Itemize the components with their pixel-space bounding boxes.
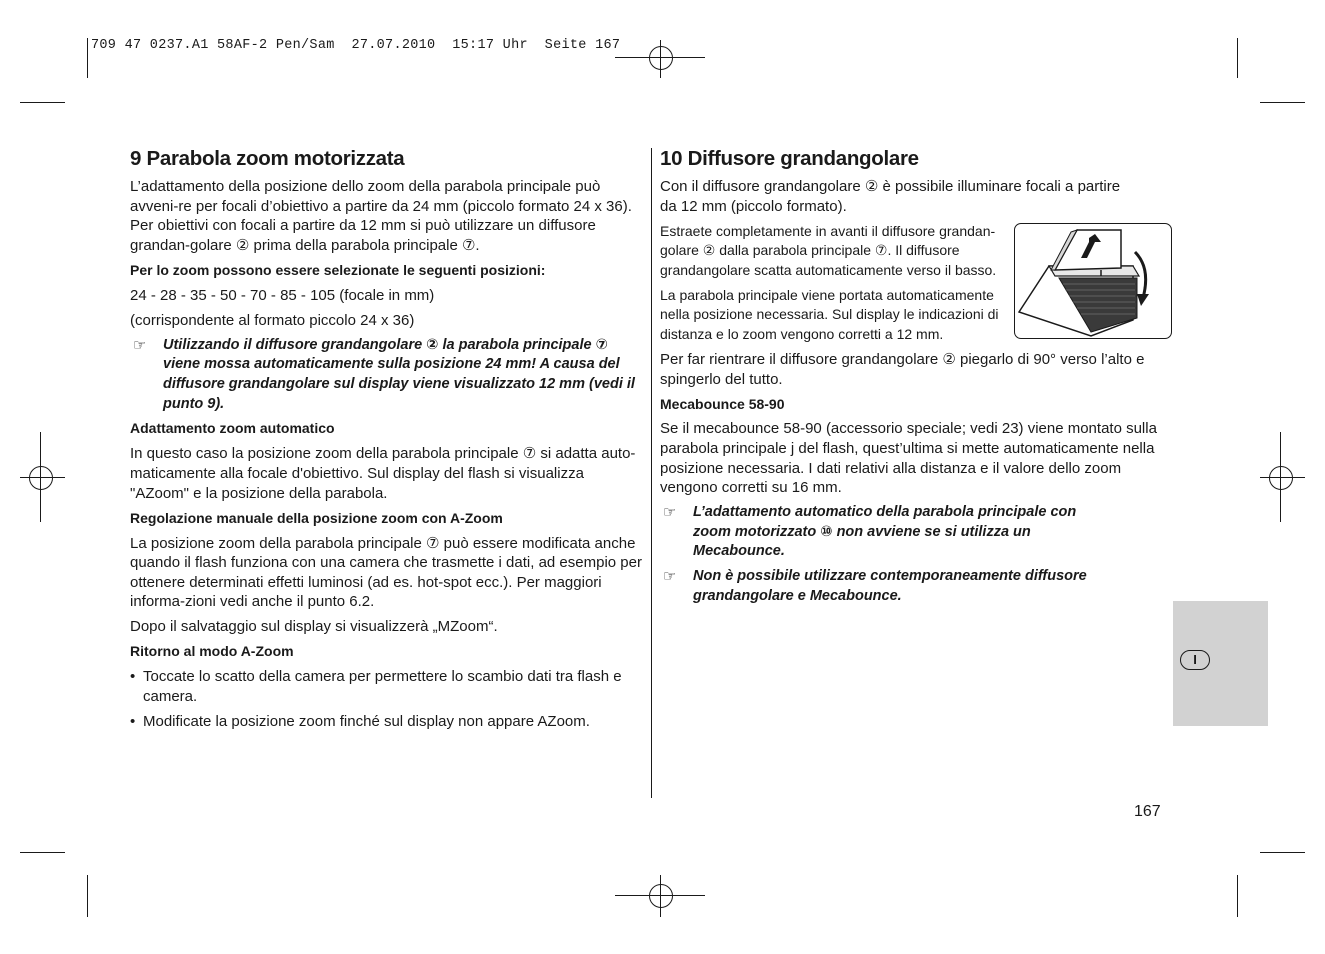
- note: [130, 336, 642, 414]
- registration-line: [1280, 432, 1281, 522]
- registration-line: [660, 875, 661, 917]
- paragraph: Se il mecabounce 58-90 (accessorio speciale; vedi 23) viene montato sulla parabola principale j del flash, quest’ultima si mette automaticamente nella posizione necessaria. I dati relativi alla distanza e il valore dello zoom vengono corretti su 16 mm.: [660, 420, 1157, 497]
- list-item-text: Toccate lo scatto della camera per permettere lo scambio dati tra flash e camera.: [143, 668, 622, 705]
- bullet-icon: •: [130, 668, 136, 686]
- right-column: [660, 147, 1172, 612]
- list-item: [130, 712, 642, 732]
- registration-line: [1260, 477, 1305, 478]
- language-badge: I: [1180, 650, 1210, 670]
- registration-mark: [1269, 466, 1293, 490]
- crop-mark: [87, 38, 88, 78]
- registration-line: [40, 432, 41, 522]
- subheading: Ritorno al modo A-Zoom: [130, 643, 294, 660]
- paragraph: Dopo il salvataggio sul display si visualizzerà „MZoom“.: [130, 618, 498, 636]
- print-header: 709 47 0237.A1 58AF-2 Pen/Sam 27.07.2010 15:17 Uhr Seite 167: [91, 38, 621, 53]
- section-title: 9 Parabola zoom motorizzata: [130, 147, 405, 170]
- paragraph: La posizione zoom della parabola principale ⑦ può essere modificata anche quando il flash funziona con una camera che trasmette i dati, ad esempio per ottenere determinati effetti luminosi (ad es. hot-spot ecc.). Per maggiori informa-zioni vedi anche il punto 6.2.: [130, 534, 642, 611]
- crop-mark: [1237, 38, 1238, 78]
- registration-mark: [649, 884, 673, 908]
- pointing-hand-icon: ☞: [663, 504, 677, 522]
- paragraph: Estraete completamente in avanti il diffusore grandan-golare ② dalla parabola principale ⑦. Il diffusore grandangolare scatta automaticamente verso il basso.: [660, 222, 997, 278]
- note-text: Non è possibile utilizzare contemporaneamente diffusore grandangolare e Mecabounce.: [693, 568, 1087, 605]
- subheading: Regolazione manuale della posizione zoom con A-Zoom: [130, 509, 503, 526]
- note-text: L’adattamento automatico della parabola principale con zoom motorizzato ⑩ non avviene se si utilizza un Mecabounce.: [693, 504, 1077, 560]
- registration-mark: [649, 46, 673, 70]
- crop-mark: [20, 102, 65, 103]
- paragraph: In questo caso la posizione zoom della parabola principale ⑦ si adatta auto-maticamente alla focale d'obiettivo. Sul display del flash si visualizza "AZoom" e la posizione della parabola.: [130, 445, 636, 502]
- page-number: 167: [1134, 803, 1161, 820]
- pointing-hand-icon: ☞: [663, 568, 677, 586]
- bullet-icon: •: [130, 712, 136, 730]
- note-text: Utilizzando il diffusore grandangolare ② la parabola principale ⑦ viene mossa automaticamente sulla posizione 24 mm! A causa del diffusore grandangolare sul display viene visualizzato 12 mm (vedi il punto 9).: [163, 336, 635, 412]
- crop-mark: [1237, 875, 1238, 917]
- crop-mark: [87, 875, 88, 917]
- note: [660, 567, 1113, 606]
- list-item: [130, 667, 642, 706]
- flash-diffuser-illustration: [1014, 223, 1172, 339]
- pointing-hand-icon: ☞: [133, 336, 147, 354]
- crop-mark: [1260, 102, 1305, 103]
- flash-head-drawing: [1015, 224, 1172, 339]
- registration-line: [20, 477, 65, 478]
- section-title: 10 Diffusore grandangolare: [660, 147, 919, 170]
- paragraph: Con il diffusore grandangolare ② è possibile illuminare focali a partire da 12 mm (piccolo formato).: [660, 178, 1121, 215]
- paragraph: L’adattamento della posizione dello zoom della parabola principale può avveni-re per focali d’obiettivo a partire da 24 mm (piccolo formato 24 x 36). Per obiettivi con focali a partire da 12 mm si può utilizzare un diffusore grandan-golare ② prima della parabola principale ⑦.: [130, 178, 632, 254]
- registration-mark: [29, 466, 53, 490]
- subheading: Per lo zoom possono essere selezionate le seguenti posizioni:: [130, 261, 546, 278]
- column-divider: [651, 148, 652, 798]
- crop-mark: [1260, 852, 1305, 853]
- subheading: Mecabounce 58-90: [660, 395, 785, 412]
- left-column: [130, 147, 642, 737]
- list-item-text: Modificate la posizione zoom finché sul display non appare AZoom.: [143, 712, 590, 730]
- registration-line: [660, 40, 661, 78]
- paragraph: (corrispondente al formato piccolo 24 x 36): [130, 311, 415, 329]
- paragraph: 24 - 28 - 35 - 50 - 70 - 85 - 105 (focale in mm): [130, 286, 435, 304]
- note: [660, 503, 1113, 562]
- paragraph: Per far rientrare il diffusore grandangolare ② piegarlo di 90° verso l’alto e spingerlo del tutto.: [660, 350, 1145, 388]
- crop-mark: [20, 852, 65, 853]
- subheading: Adattamento zoom automatico: [130, 420, 335, 437]
- paragraph: La parabola principale viene portata automaticamente nella posizione necessaria. Sul display le indicazioni di distanza e lo zoom vengono corretti a 12 mm.: [660, 286, 999, 342]
